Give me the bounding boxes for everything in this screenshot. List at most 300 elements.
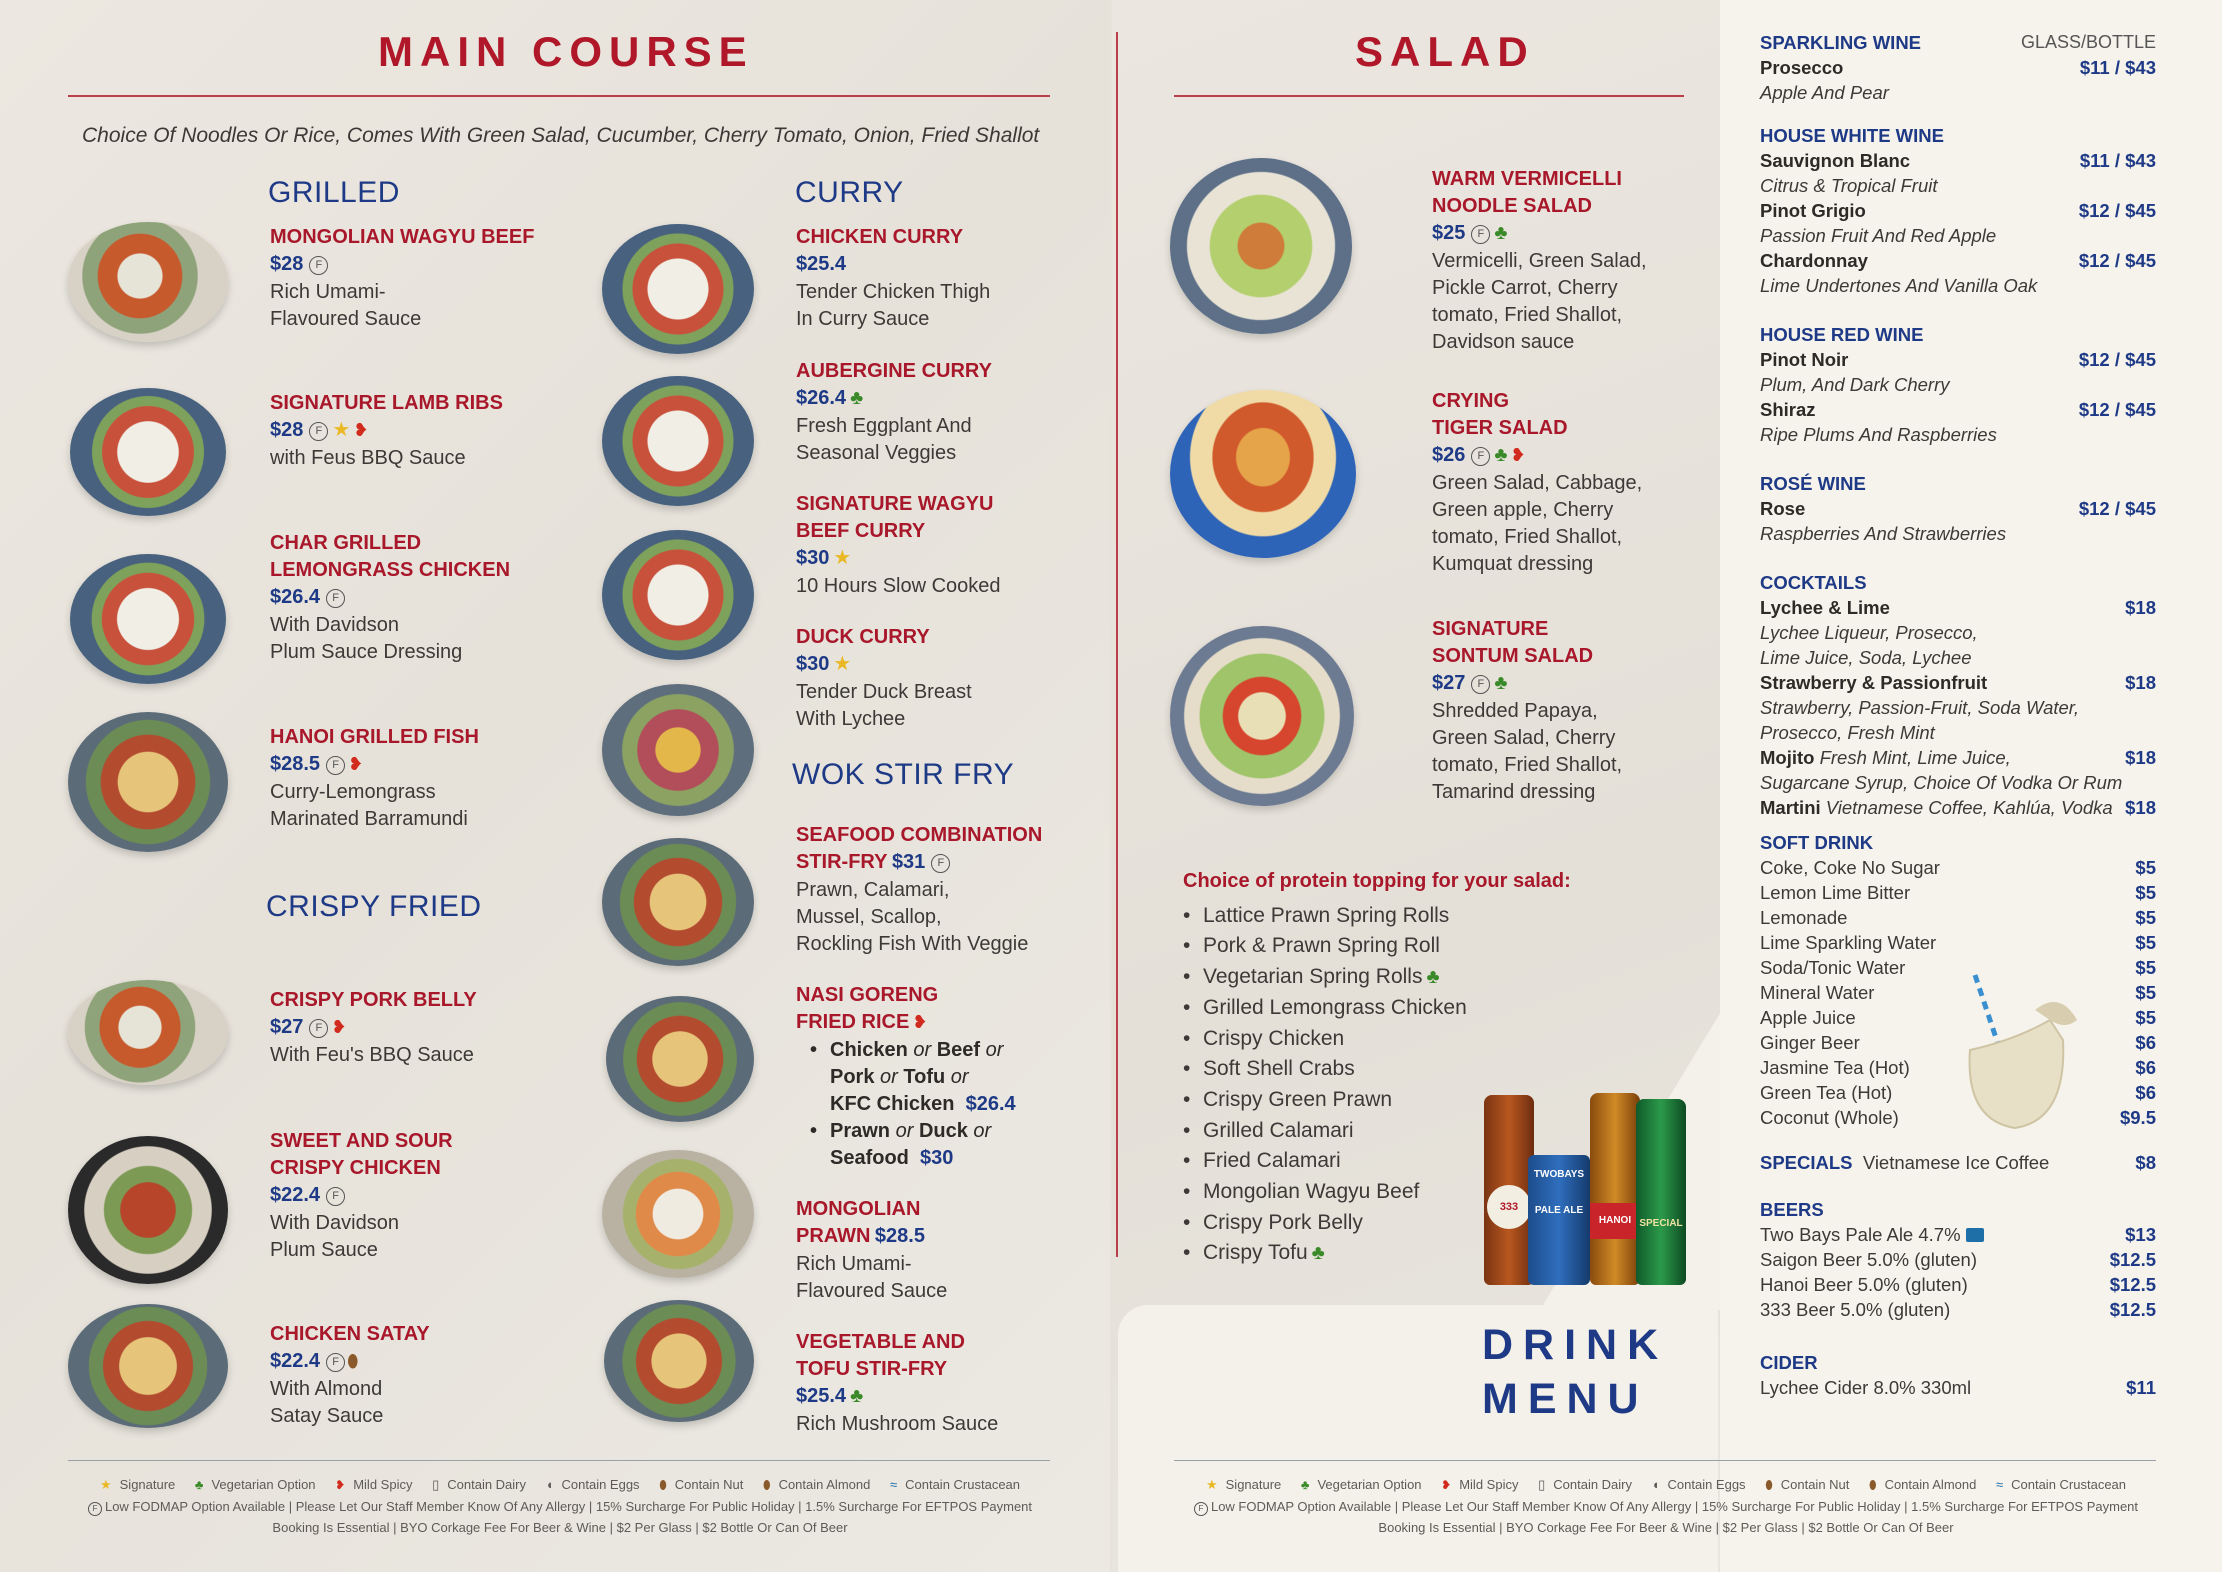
almond-icon: ⬮ (347, 1351, 359, 1371)
option-line: • Prawn or Duck or (810, 1120, 992, 1142)
fodmap-icon: F (88, 1502, 102, 1516)
drink-name: Coconut (Whole) (1760, 1107, 1899, 1128)
menu-item (796, 491, 1086, 600)
footer-rule (68, 1460, 1050, 1461)
vegetarian-icon: ♣ (1311, 1242, 1325, 1265)
drink-desc: Lime Juice, Soda, Lychee (1760, 647, 1972, 668)
item-price: $28.5 (270, 753, 321, 775)
item-desc: tomato, Fried Shallot, (1432, 754, 1623, 776)
item-desc: Green Salad, Cabbage, (1432, 472, 1643, 494)
protein-item: • Crispy Tofu ♣ (1203, 1238, 1571, 1269)
item-name: AUBERGINE CURRY (796, 360, 992, 382)
drink-menu-line: DRINK (1482, 1321, 1669, 1369)
item-desc: Marinated Barramundi (270, 808, 468, 830)
coconut-shell (1970, 1020, 2064, 1128)
allergen-legend: ★ Signature ♣ Vegetarian Option ❥ Mild Spicy ▯ Contain Dairy ◖ Contain Eggs ⬮ Contain Nut ⬮ Contain Almond ≈ Contain Crustacean (1205, 1477, 2127, 1492)
salad-title: SALAD (1355, 28, 1535, 75)
drink-name: Ginger Beer (1760, 1032, 1860, 1053)
item-name: LEMONGRASS CHICKEN (270, 559, 511, 581)
option-line: • Chicken or Beef or (810, 1039, 1004, 1061)
crustacean-icon (1966, 1228, 1984, 1242)
drink-menu-title (1482, 1318, 1668, 1426)
egg-icon: ◖ (545, 1477, 554, 1492)
item-desc: 10 Hours Slow Cooked (796, 575, 1001, 597)
drink-heading: ROSÉ WINE (1760, 473, 1866, 494)
item-price: $26.4 (965, 1093, 1016, 1115)
drink-price: $12 / $45 (2078, 349, 2156, 370)
drink-price: $5 (2135, 857, 2156, 878)
bottle-label: 333 (1487, 1185, 1531, 1229)
protein-item: • Fried Calamari (1203, 1146, 1571, 1177)
almond-icon: ⬮ (763, 1478, 771, 1492)
item-name: CHICKEN SATAY (270, 1323, 430, 1345)
nut-icon: ⬮ (659, 1478, 667, 1492)
item-name: SWEET AND SOUR (270, 1130, 453, 1152)
drink-name: Pinot Noir (1760, 349, 1849, 370)
drink-name: Hanoi Beer 5.0% (gluten) (1760, 1274, 1968, 1295)
item-price: $27 (1432, 672, 1466, 694)
fodmap-icon: F (1471, 447, 1490, 466)
drink-desc: Prosecco, Fresh Mint (1760, 722, 1935, 743)
bottle-label: SPECIAL (1639, 1218, 1683, 1229)
drink-group-white (1760, 123, 2156, 298)
can-label: TWOBAYS (1533, 1169, 1585, 1180)
menu-item (270, 987, 560, 1069)
salad-rule (1174, 95, 1684, 97)
item-desc: Seasonal Veggies (796, 442, 957, 464)
item-desc: With Davidson (270, 1212, 399, 1234)
drink-heading: SPECIALS (1760, 1152, 1853, 1173)
item-name: DUCK CURRY (796, 626, 930, 648)
item-desc: Curry-Lemongrass (270, 781, 436, 803)
fodmap-icon: F (309, 1019, 328, 1038)
drink-name: Lime Sparkling Water (1760, 932, 1937, 953)
drink-name: Jasmine Tea (Hot) (1760, 1057, 1910, 1078)
drink-group-specials (1760, 1150, 2156, 1175)
item-name: NASI GORENG (796, 984, 939, 1006)
menu-item (796, 822, 1096, 958)
fodmap-icon: F (309, 422, 328, 441)
item-desc: Flavoured Sauce (270, 308, 422, 330)
item-name: MONGOLIAN WAGYU BEEF (270, 226, 535, 248)
item-desc: With Almond (270, 1378, 383, 1400)
item-desc: with Feus BBQ Sauce (270, 447, 466, 469)
item-desc: Mussel, Scallop, (796, 906, 942, 928)
beer-bottle-saigon (1636, 1099, 1686, 1285)
fodmap-icon: F (1471, 225, 1490, 244)
item-desc: Rich Umami- (796, 1253, 912, 1275)
drink-price: $12 / $45 (2078, 399, 2156, 420)
drink-name: Shiraz (1760, 399, 1816, 420)
drink-name: Coke, Coke No Sugar (1760, 857, 1940, 878)
protein-item: • Soft Shell Crabs (1203, 1054, 1571, 1085)
drink-name: Chardonnay (1760, 250, 1868, 271)
protein-item: • Grilled Lemongrass Chicken (1203, 993, 1571, 1024)
signature-star-icon: ★ (833, 547, 852, 569)
item-desc: Tender Duck Breast (796, 681, 972, 703)
drink-price: $18 (2125, 797, 2156, 818)
signature-star-icon: ★ (833, 653, 852, 675)
section-wok-stir-fry: WOK STIR FRY (792, 758, 1015, 791)
dish-photo (70, 388, 226, 516)
item-desc: Pickle Carrot, Cherry (1432, 277, 1618, 299)
drink-desc: Apple And Pear (1760, 82, 1889, 103)
item-name: TIGER SALAD (1432, 417, 1568, 439)
drink-price: $5 (2135, 982, 2156, 1003)
menu-item (796, 1329, 1086, 1438)
item-desc: Rockling Fish With Veggie (796, 933, 1029, 955)
protein-item: • Crispy Pork Belly (1203, 1208, 1571, 1239)
drink-desc: Lychee Liqueur, Prosecco, (1760, 622, 1978, 643)
dish-photo (604, 1300, 754, 1422)
dairy-icon: ▯ (432, 1477, 440, 1492)
item-price: $30 (920, 1147, 954, 1169)
dish-photo (1170, 626, 1354, 806)
salad-item (1432, 166, 1702, 356)
egg-icon: ◖ (1651, 1477, 1660, 1492)
fodmap-icon: F (326, 1353, 345, 1372)
drink-menu-line: MENU (1482, 1375, 1649, 1423)
footer-left (50, 1474, 1070, 1538)
item-desc: tomato, Fried Shallot, (1432, 526, 1623, 548)
dish-photo (1170, 390, 1356, 558)
protein-item: • Grilled Calamari (1203, 1116, 1571, 1147)
vertical-divider (1116, 32, 1118, 1257)
chili-icon: ❥ (353, 420, 369, 440)
drink-heading: HOUSE WHITE WINE (1760, 125, 1944, 146)
item-desc: With Davidson (270, 614, 399, 636)
drink-heading: HOUSE RED WINE (1760, 324, 1924, 345)
item-desc: Vermicelli, Green Salad, (1432, 250, 1647, 272)
item-desc: Tamarind dressing (1432, 781, 1596, 803)
drink-price: $5 (2135, 882, 2156, 903)
drink-price: $6 (2135, 1057, 2156, 1078)
chili-icon: ❥ (1510, 445, 1526, 465)
fodmap-icon: F (309, 256, 328, 275)
section-grilled: GRILLED (268, 176, 400, 209)
drink-desc: Lime Undertones And Vanilla Oak (1760, 275, 2038, 296)
drink-price: $5 (2135, 907, 2156, 928)
footer-rule (1174, 1460, 2156, 1461)
drink-price: $6 (2135, 1032, 2156, 1053)
coconut-lid (2035, 1002, 2077, 1025)
item-name: CHICKEN CURRY (796, 226, 964, 248)
dish-photo (602, 684, 754, 816)
crustacean-icon: ≈ (1995, 1477, 2004, 1492)
footer-notes: F Low FODMAP Option Available | Please Let Our Staff Member Know Of Any Allergy | 15% Surcharge For Public Holiday | 1.5% Surcharge For EFTPOS Payment (50, 1496, 1070, 1517)
dish-photo (1170, 158, 1352, 334)
menu-item (270, 1321, 560, 1430)
item-desc: Prawn, Calamari, (796, 879, 950, 901)
dish-photo (602, 376, 754, 506)
drinks-list (1760, 30, 2156, 1400)
drink-price: $12 / $45 (2078, 200, 2156, 221)
almond-icon: ⬮ (1869, 1478, 1877, 1492)
item-name: NOODLE SALAD (1432, 195, 1592, 217)
protein-item: • Crispy Green Prawn (1203, 1085, 1571, 1116)
item-desc: With Lychee (796, 708, 906, 730)
drink-heading: SPARKLING WINE (1760, 32, 1922, 53)
drink-name: Lemon Lime Bitter (1760, 882, 1911, 903)
option-line: Pork or Tofu or (830, 1066, 969, 1088)
item-price: $26 (1432, 444, 1466, 466)
item-desc: Green apple, Cherry (1432, 499, 1614, 521)
item-name: SIGNATURE (1432, 618, 1549, 640)
fodmap-icon: F (326, 756, 345, 775)
drink-heading: BEERS (1760, 1199, 1824, 1220)
drink-price: $12 / $45 (2078, 498, 2156, 519)
menu-item (270, 724, 560, 833)
item-price: $27 (270, 1016, 304, 1038)
protein-item: • Pork & Prawn Spring Roll (1203, 931, 1571, 962)
drink-price: $11 / $43 (2079, 57, 2156, 78)
drink-price: $8 (2135, 1152, 2156, 1173)
item-desc: Plum Sauce Dressing (270, 641, 463, 663)
drink-group-cider (1760, 1350, 2156, 1400)
drink-heading: SOFT DRINK (1760, 832, 1874, 853)
item-name: CHAR GRILLED (270, 532, 422, 554)
vegetarian-icon: ♣ (1426, 966, 1440, 989)
item-desc: Rich Mushroom Sauce (796, 1413, 999, 1435)
footer-booking: Booking Is Essential | BYO Corkage Fee For Beer & Wine | $2 Per Glass | $2 Bottle Or Can Of Beer (272, 1520, 848, 1535)
item-price: $31 (891, 851, 926, 873)
item-name: MONGOLIAN (796, 1198, 921, 1220)
protein-item: • Mongolian Wagyu Beef (1203, 1177, 1571, 1208)
drink-heading: COCKTAILS (1760, 572, 1867, 593)
drink-price: $12.5 (2109, 1274, 2156, 1295)
drink-heading: CIDER (1760, 1352, 1818, 1373)
item-desc: Fresh Eggplant And (796, 415, 972, 437)
menu-item (796, 624, 1086, 733)
vegetarian-icon: ♣ (1494, 222, 1508, 244)
beer-bottle-333 (1484, 1095, 1534, 1285)
footer-booking: Booking Is Essential | BYO Corkage Fee For Beer & Wine | $2 Per Glass | $2 Bottle Or Can Of Beer (1378, 1520, 1954, 1535)
item-name: WARM VERMICELLI (1432, 168, 1622, 190)
item-name: SIGNATURE WAGYU (796, 493, 994, 515)
drink-name: 333 Beer 5.0% (gluten) (1760, 1299, 1951, 1320)
drink-group-beers (1760, 1197, 2156, 1322)
drink-group-sparkling (1760, 30, 2156, 105)
drink-name: Apple Juice (1760, 1007, 1856, 1028)
drink-desc: Strawberry, Passion-Fruit, Soda Water, (1760, 697, 2080, 718)
main-course-subtitle: Choice Of Noodles Or Rice, Comes With Green Salad, Cucumber, Cherry Tomato, Onion, Fried Shallot (82, 124, 1040, 147)
protein-heading: Choice of protein topping for your salad: (1183, 870, 1571, 892)
signature-star-icon: ★ (99, 1477, 112, 1492)
main-course-title: MAIN COURSE (378, 28, 754, 75)
item-desc: In Curry Sauce (796, 308, 930, 330)
drink-price: $18 (2125, 747, 2156, 768)
dish-photo (602, 530, 754, 660)
protein-item: • Crispy Chicken (1203, 1024, 1571, 1055)
drink-desc: Passion Fruit And Red Apple (1760, 225, 1997, 246)
item-name: CRISPY CHICKEN (270, 1157, 441, 1179)
fodmap-icon: F (931, 854, 950, 873)
drink-name: Green Tea (Hot) (1760, 1082, 1893, 1103)
item-price: $26.4 (270, 586, 321, 608)
item-price: $22.4 (270, 1350, 321, 1372)
vegetarian-icon: ♣ (850, 387, 864, 409)
item-price: $22.4 (270, 1184, 321, 1206)
bottle-label: HANOI (1590, 1203, 1640, 1239)
drink-desc: Raspberries And Strawberries (1760, 523, 2007, 544)
vegetarian-icon: ♣ (1494, 444, 1508, 466)
menu-item (796, 224, 1086, 333)
item-price: $28 (270, 419, 304, 441)
drink-desc: Sugarcane Syrup, Choice Of Vodka Or Rum (1760, 772, 2123, 793)
drink-group-red (1760, 322, 2156, 447)
item-name: BEEF CURRY (796, 520, 926, 542)
item-price: $25 (1432, 222, 1466, 244)
dish-photo (68, 712, 228, 852)
drink-price: $13 (2125, 1224, 2156, 1245)
drink-price: $18 (2125, 597, 2156, 618)
dish-photo (606, 996, 754, 1122)
drink-group-cocktails (1760, 570, 2156, 820)
item-desc: Shredded Papaya, (1432, 700, 1598, 722)
option-line: KFC Chicken $26.4 (830, 1093, 1016, 1115)
drink-name: Mineral Water (1760, 982, 1875, 1003)
item-name: CRISPY PORK BELLY (270, 989, 477, 1011)
crustacean-icon: ≈ (889, 1477, 898, 1492)
drink-desc: Fresh Mint, Lime Juice, (1819, 747, 2011, 768)
drink-price: $11 / $43 (2079, 150, 2156, 171)
item-name: SIGNATURE LAMB RIBS (270, 392, 503, 414)
option-line: Seafood $30 (830, 1147, 954, 1169)
chili-icon: ❥ (331, 1017, 347, 1037)
dish-photo (70, 554, 226, 684)
item-desc: Green Salad, Cherry (1432, 727, 1616, 749)
menu-item (270, 530, 560, 666)
drink-desc: Vietnamese Coffee, Kahlúa, Vodka (1825, 797, 2113, 818)
drink-name: Pinot Grigio (1760, 200, 1866, 221)
dish-photo (602, 838, 754, 966)
protein-item: • Lattice Prawn Spring Rolls (1203, 901, 1571, 932)
drink-price: $18 (2125, 672, 2156, 693)
nut-icon: ⬮ (1765, 1478, 1773, 1492)
protein-item: • Vegetarian Spring Rolls ♣ (1203, 962, 1571, 993)
drink-name: Soda/Tonic Water (1760, 957, 1906, 978)
drink-name: Prosecco (1760, 57, 1844, 78)
can-label: PALE ALE (1534, 1205, 1584, 1216)
section-curry: CURRY (795, 176, 904, 209)
menu-item (796, 1196, 1086, 1305)
footer-right (1156, 1474, 2176, 1538)
item-desc: Tender Chicken Thigh (796, 281, 991, 303)
drink-name: Lychee & Lime (1760, 597, 1890, 618)
item-price: $28.5 (874, 1225, 925, 1247)
chili-icon: ❥ (348, 754, 364, 774)
drink-desc: Citrus & Tropical Fruit (1760, 175, 1938, 196)
item-desc: Rich Umami- (270, 281, 386, 303)
glass-bottle-label: GLASS/BOTTLE (2020, 32, 2156, 52)
menu-item (270, 1128, 560, 1264)
vegetarian-icon: ♣ (1494, 672, 1508, 694)
drink-name: Strawberry & Passionfruit (1760, 672, 1988, 693)
dish-photo (68, 1304, 228, 1428)
item-desc: Plum Sauce (270, 1239, 378, 1261)
beer-bottle-hanoi (1590, 1093, 1640, 1285)
chili-icon: ❥ (335, 1478, 346, 1492)
drink-price: $5 (2135, 957, 2156, 978)
drink-group-rose (1760, 471, 2156, 546)
beer-can-twobays (1528, 1155, 1590, 1285)
menu-item (270, 390, 560, 472)
drink-name: Vietnamese Ice Coffee (1862, 1152, 2050, 1173)
beer-bottles-image (1480, 1085, 1690, 1285)
signature-star-icon: ★ (1205, 1477, 1218, 1492)
item-price: $25.4 (796, 1385, 847, 1407)
item-desc: With Feu's BBQ Sauce (270, 1044, 474, 1066)
item-name: STIR-FRY (796, 851, 888, 873)
drink-name: Lemonade (1760, 907, 1848, 928)
fodmap-icon: F (326, 1187, 345, 1206)
fodmap-icon: F (1471, 675, 1490, 694)
item-desc: Davidson sauce (1432, 331, 1575, 353)
drink-name: Saigon Beer 5.0% (gluten) (1760, 1249, 1977, 1270)
drink-price: $12.5 (2109, 1249, 2156, 1270)
drink-price: $12 / $45 (2078, 250, 2156, 271)
drink-name: Sauvignon Blanc (1760, 150, 1911, 171)
drink-price: $11 (2126, 1377, 2156, 1398)
signature-star-icon: ★ (332, 419, 351, 441)
item-price: $25.4 (796, 253, 847, 275)
vegetarian-icon: ♣ (850, 1385, 864, 1407)
vegetarian-icon: ♣ (1300, 1477, 1310, 1492)
chili-icon: ❥ (1441, 1478, 1452, 1492)
item-price: $26.4 (796, 387, 847, 409)
drink-name: Rose (1760, 498, 1806, 519)
drink-price: $12.5 (2109, 1299, 2156, 1320)
dairy-icon: ▯ (1538, 1477, 1546, 1492)
drink-price: $5 (2135, 932, 2156, 953)
dish-photo (68, 222, 228, 342)
coconut-drink-image (1955, 970, 2085, 1130)
item-name: SONTUM SALAD (1432, 645, 1594, 667)
item-price: $30 (796, 653, 830, 675)
item-desc: Kumquat dressing (1432, 553, 1594, 575)
item-name: TOFU STIR-FRY (796, 1358, 948, 1380)
vegetarian-icon: ♣ (194, 1477, 204, 1492)
item-name: HANOI GRILLED FISH (270, 726, 479, 748)
menu-item (796, 982, 1096, 1172)
drink-desc: Plum, And Dark Cherry (1760, 374, 1950, 395)
footer-notes: F Low FODMAP Option Available | Please Let Our Staff Member Know Of Any Allergy | 15% Surcharge For Public Holiday | 1.5% Surcharge For EFTPOS Payment (1156, 1496, 2176, 1517)
drink-price: $6 (2135, 1082, 2156, 1103)
item-name: FRIED RICE (796, 1011, 910, 1033)
item-name: SEAFOOD COMBINATION (796, 824, 1043, 846)
dish-photo (68, 1136, 228, 1284)
salad-item (1432, 616, 1702, 806)
menu-item (796, 358, 1086, 467)
chili-icon: ❥ (912, 1012, 928, 1032)
drink-name: Two Bays Pale Ale 4.7% (1760, 1224, 1961, 1245)
item-name: CRYING (1432, 390, 1510, 412)
section-crispy-fried: CRISPY FRIED (266, 890, 482, 923)
drink-price: $5 (2135, 1007, 2156, 1028)
item-price: $30 (796, 547, 830, 569)
drink-name: Mojito (1760, 747, 1815, 768)
item-price: $28 (270, 253, 304, 275)
item-desc: Satay Sauce (270, 1405, 384, 1427)
drink-desc: Ripe Plums And Raspberries (1760, 424, 1997, 445)
drink-price: $9.5 (2119, 1107, 2156, 1128)
salad-item (1432, 388, 1702, 578)
dish-photo (68, 980, 228, 1085)
fodmap-icon: F (1194, 1502, 1208, 1516)
dish-photo (602, 1150, 754, 1278)
main-course-rule (68, 95, 1050, 97)
drink-name: Lychee Cider 8.0% 330ml (1760, 1377, 1972, 1398)
